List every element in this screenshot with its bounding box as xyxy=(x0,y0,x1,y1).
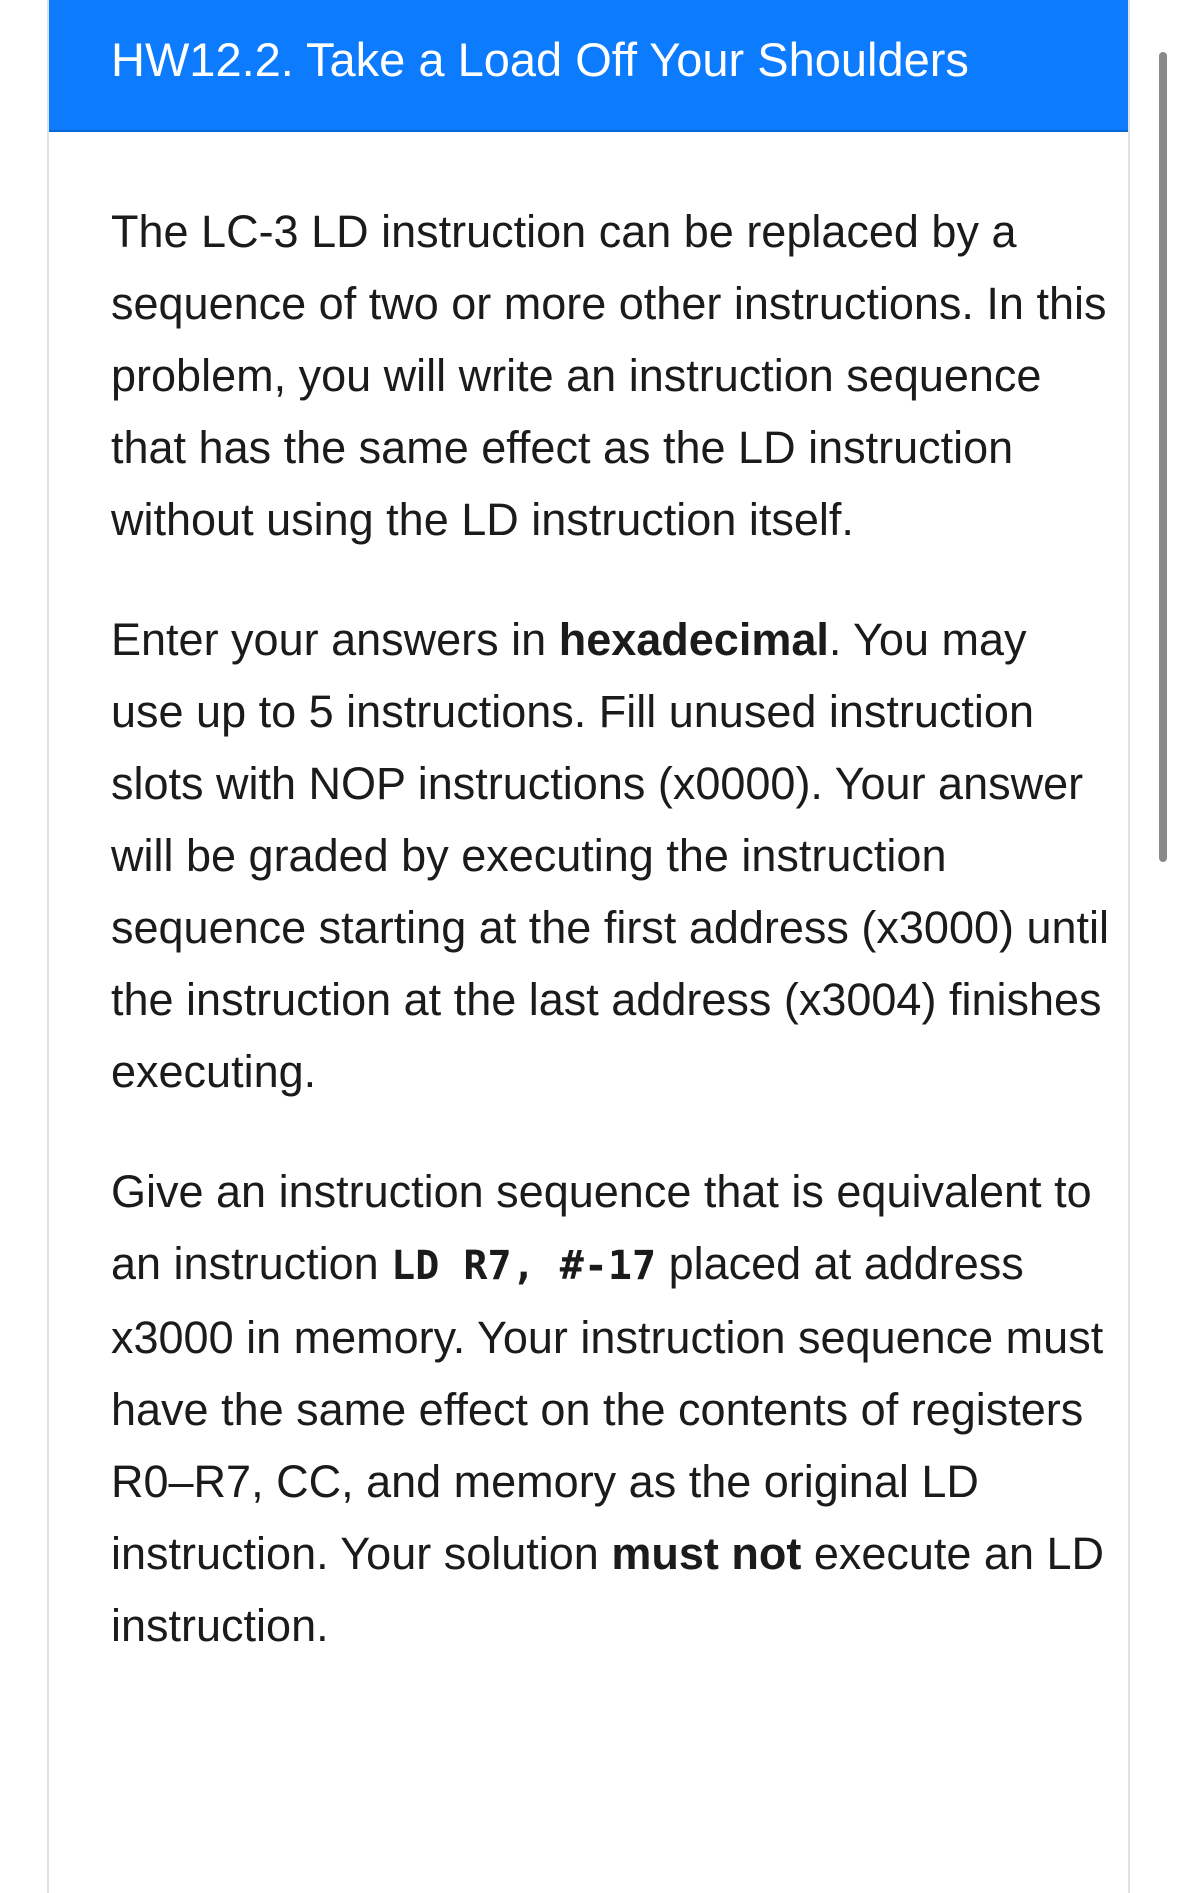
question-title: HW12.2. Take a Load Off Your Shoulders xyxy=(111,33,969,86)
task-paragraph xyxy=(111,1156,1111,1662)
vertical-scrollbar[interactable] xyxy=(1159,52,1167,862)
question-header xyxy=(49,0,1128,132)
question-card xyxy=(47,0,1130,1893)
task-text-start: Give an instruction sequence that is equivalent to an instruction xyxy=(111,1166,1092,1289)
task-text-end: execute an LD instruction. xyxy=(111,1528,1105,1651)
instructions-paragraph xyxy=(111,604,1111,1108)
instructions-text-start: Enter your answers in xyxy=(111,614,559,665)
intro-paragraph: The LC-3 LD instruction can be replaced by a sequence of two or more other instructions. In this problem, you will write an instruction sequence that has the same effect as the LD instruction without using the LD instruction itself. xyxy=(111,206,1107,545)
task-text-middle: placed at address x3000 in memory. Your instruction sequence must have the same effect on the contents of registers R0–R7, CC, and memory as the original LD instruction. Your solution xyxy=(111,1238,1104,1579)
must-not-emphasis: must not xyxy=(611,1528,802,1579)
instructions-text-end: . You may use up to 5 instructions. Fill unused instruction slots with NOP instructions (x0000). Your answer will be graded by executing the instruction sequence starting at the first address (x3000) until the instruction at the last address (x3004) finishes executing. xyxy=(111,614,1110,1097)
hexadecimal-emphasis: hexadecimal xyxy=(558,614,829,665)
ld-instruction-code: LD R7, #-17 xyxy=(391,1243,657,1289)
question-body xyxy=(111,196,1111,1710)
